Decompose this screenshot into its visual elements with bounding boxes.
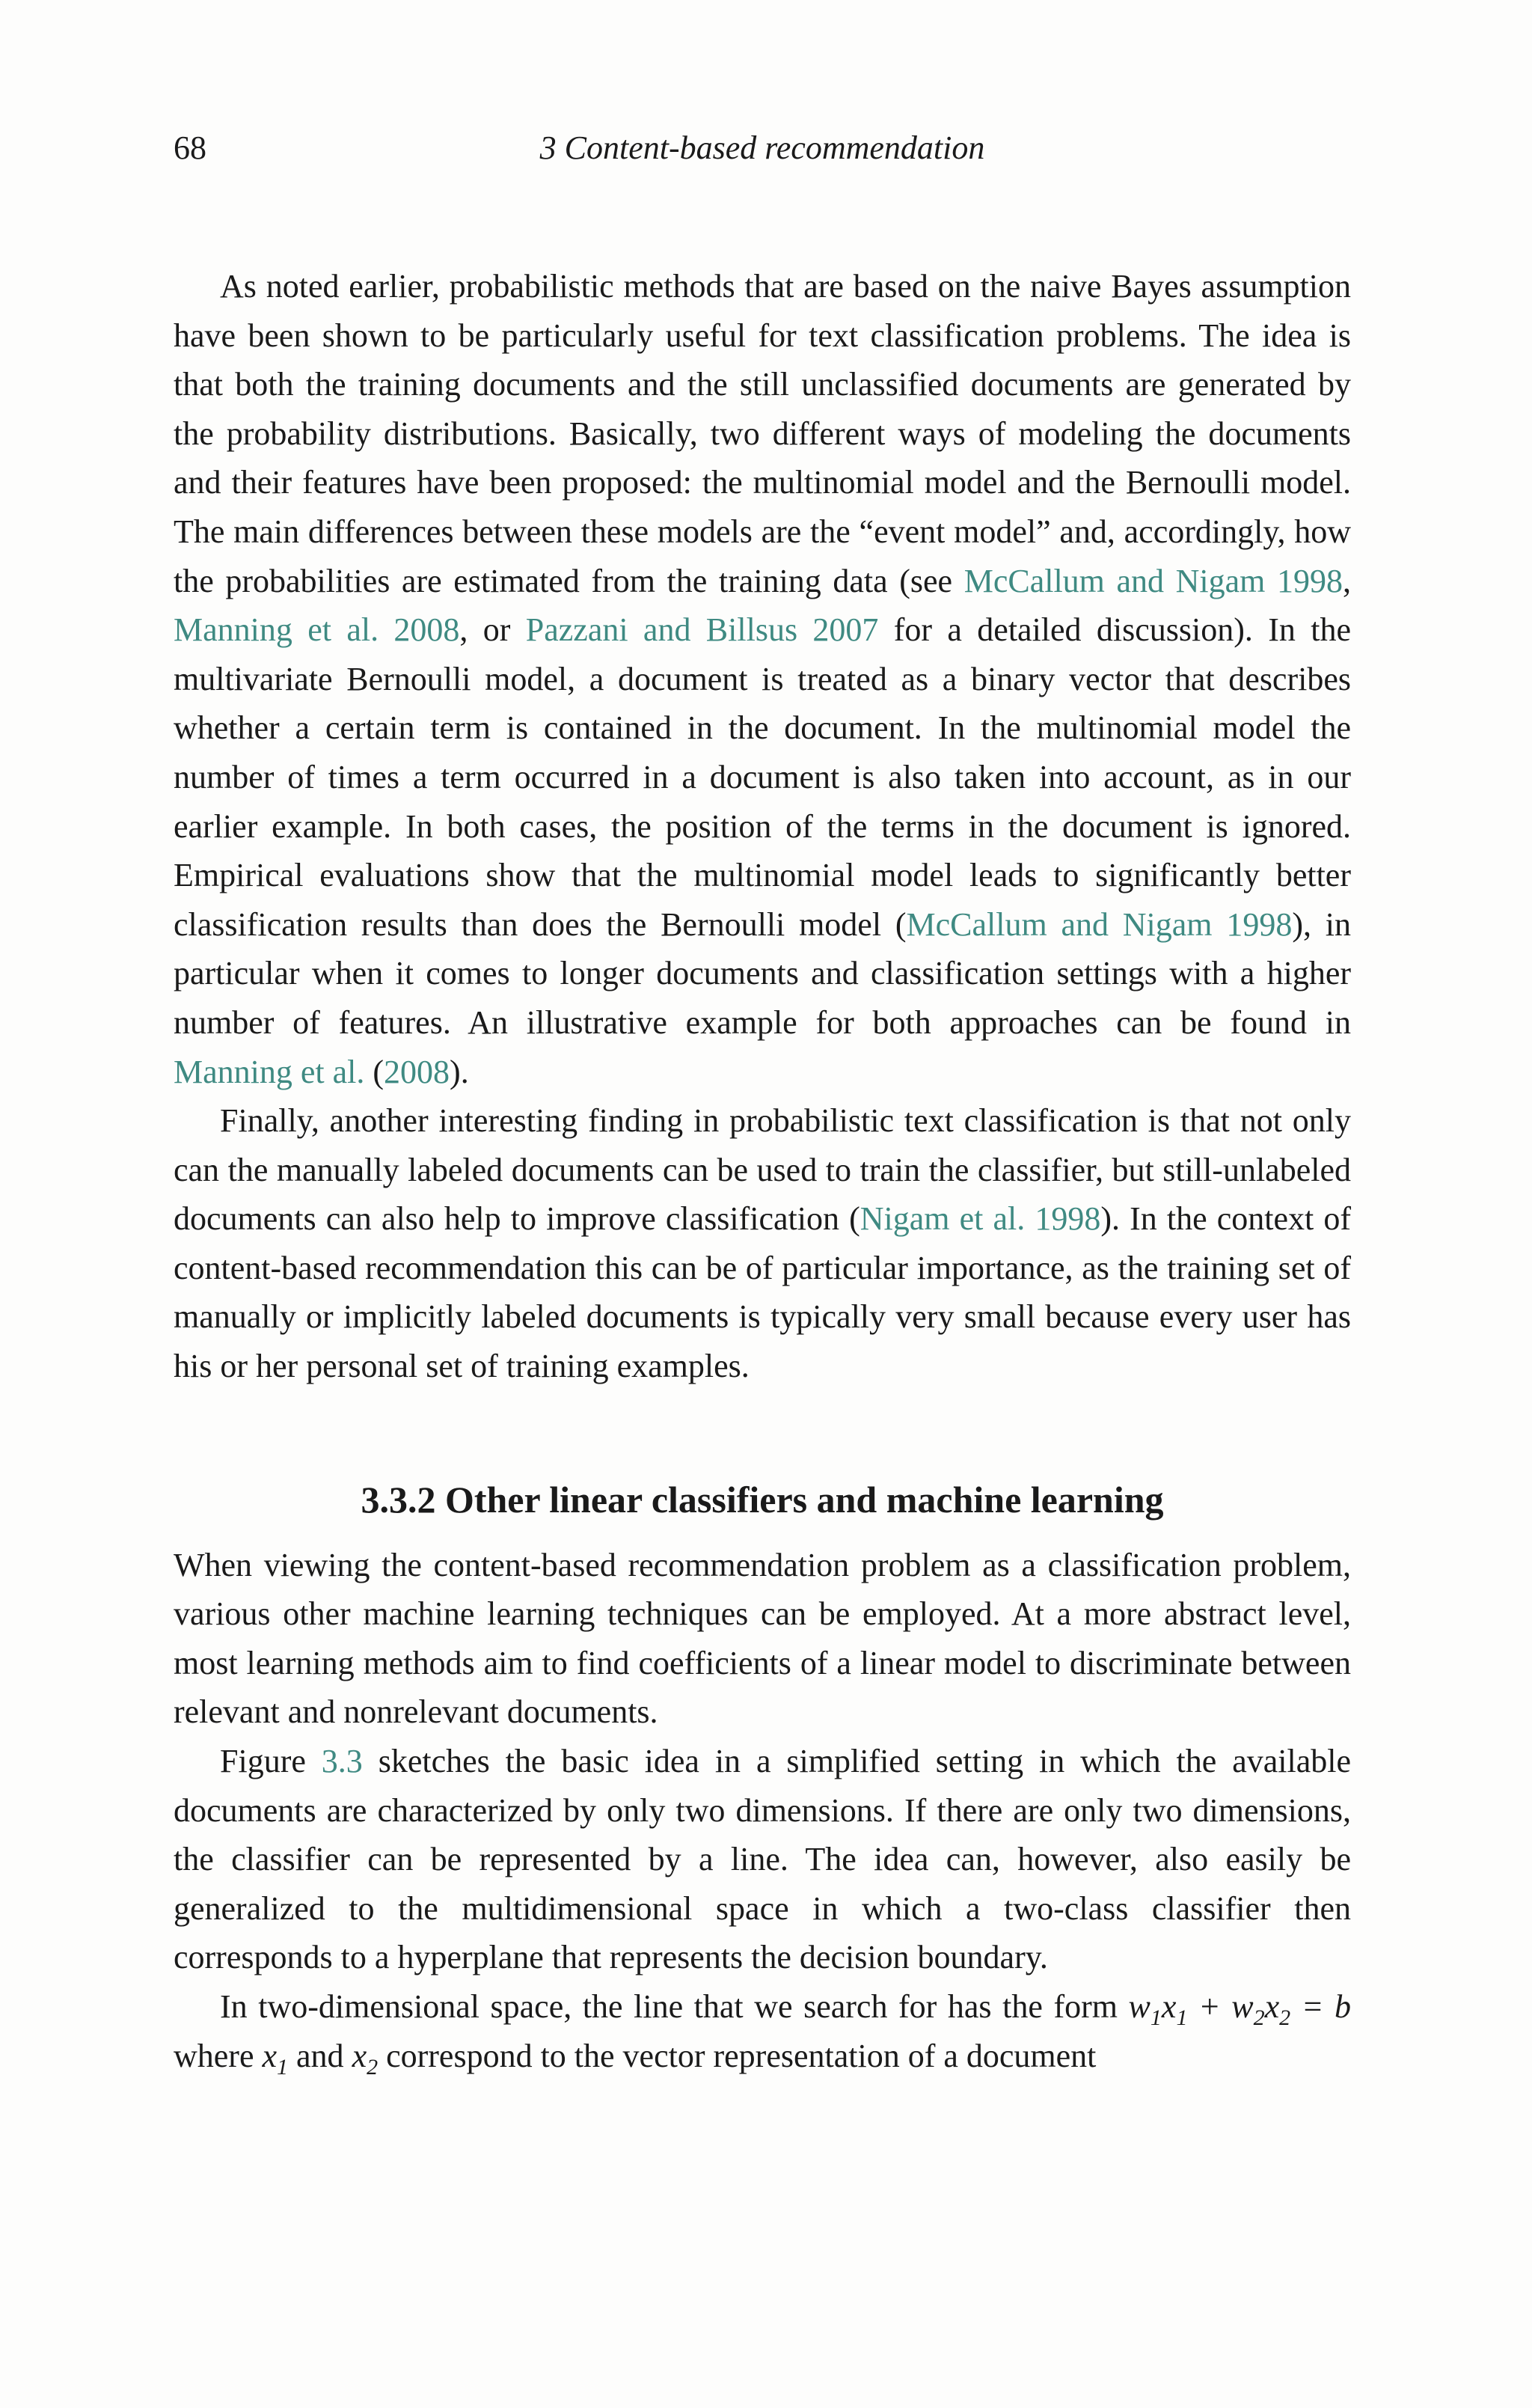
citation-link[interactable]: 2008 bbox=[384, 1053, 450, 1090]
page-number: 68 bbox=[174, 129, 206, 166]
section-heading: 3.3.2 Other linear classifiers and machine learning bbox=[361, 1478, 1164, 1521]
page-header bbox=[174, 126, 1351, 171]
body-text bbox=[174, 262, 1351, 2080]
equation: $w_1x_1 + w_2x_2 = b$ bbox=[1128, 1988, 1351, 2030]
citation-link[interactable]: Manning et al. 2008 bbox=[174, 611, 460, 649]
paragraph-naive-bayes: As noted earlier, probabilistic methods that are based on the naive Bayes assumption have been shown to be particularly useful for text classification problems. The idea is that both the training documents and the still unclassified documents are generated by the probability distributions. Basically, two different ways of modeling the documents and their features have been proposed: the multinomial model and the Bernoulli model. The main differences between these models are the “event model” and, accordingly, how the probabilities are estimated from the training data (see McCallum and Nigam 1998, Manning et al. 2008, or Pazzani and Billsus 2007 for a detailed discussion). In the multivariate Bernoulli model, a document is treated as a binary vector that describes whether a certain term is contained in the document. In the multinomial model the number of times a term occurred in a document is also taken into account, as in our earlier example. In both cases, the position of the terms in the document is ignored. Empirical evaluations show that the multinomial model leads to significantly better classification results than does the Bernoulli model (McCallum and Nigam 1998), in particular when it comes to longer documents and classification settings with a higher number of features. An illustrative example for both approaches can be found in Manning et al. (2008). bbox=[174, 268, 1351, 1090]
running-title: 3 Content-based recommendation bbox=[539, 129, 985, 166]
paragraph-figure-reference: Figure 3.3 sketches the basic idea in a simplified setting in which the available documents are characterized by only two dimensions. If there are only two dimensions, the classifier can be represented by a line. The idea can, however, also easily be generalized to the multidimensional space in which a two-class classifier then corresponds to a hyperplane that represents the decision boundary. bbox=[174, 1743, 1351, 1976]
citation-link[interactable]: McCallum and Nigam 1998 bbox=[963, 562, 1343, 599]
paragraph-line-equation: In two-dimensional space, the line that we search for has the form $w_1x_1 + w_2x_2 = b$ where $x_1$ and $x_2$ correspond to the vector representation of a document bbox=[174, 1988, 1351, 2080]
citation-link[interactable]: McCallum and Nigam 1998 bbox=[906, 905, 1293, 943]
citation-link[interactable]: Pazzani and Billsus 2007 bbox=[525, 611, 879, 649]
paragraph-linear-classifiers: When viewing the content-based recommendation problem as a classification problem, various other machine learning techniques can be employed. At a more abstract level, most learning methods aim to find coefficients of a linear model to discriminate between relevant and nonrelevant documents. bbox=[174, 1546, 1351, 1731]
citation-link[interactable]: Manning et al. bbox=[174, 1053, 365, 1090]
paragraph-unlabeled-documents: Finally, another interesting finding in probabilistic text classification is that not only can the manually labeled documents can be used to train the classifier, but still-unlabeled documents can also help to improve classification (Nigam et al. 1998). In the context of content-based recommendation this can be of particular importance, as the training set of manually or implicitly labeled documents is typically very small because every user has his or her personal set of training examples. bbox=[174, 1102, 1352, 1385]
figure-link[interactable]: 3.3 bbox=[321, 1743, 363, 1780]
citation-link[interactable]: Nigam et al. 1998 bbox=[860, 1200, 1101, 1238]
